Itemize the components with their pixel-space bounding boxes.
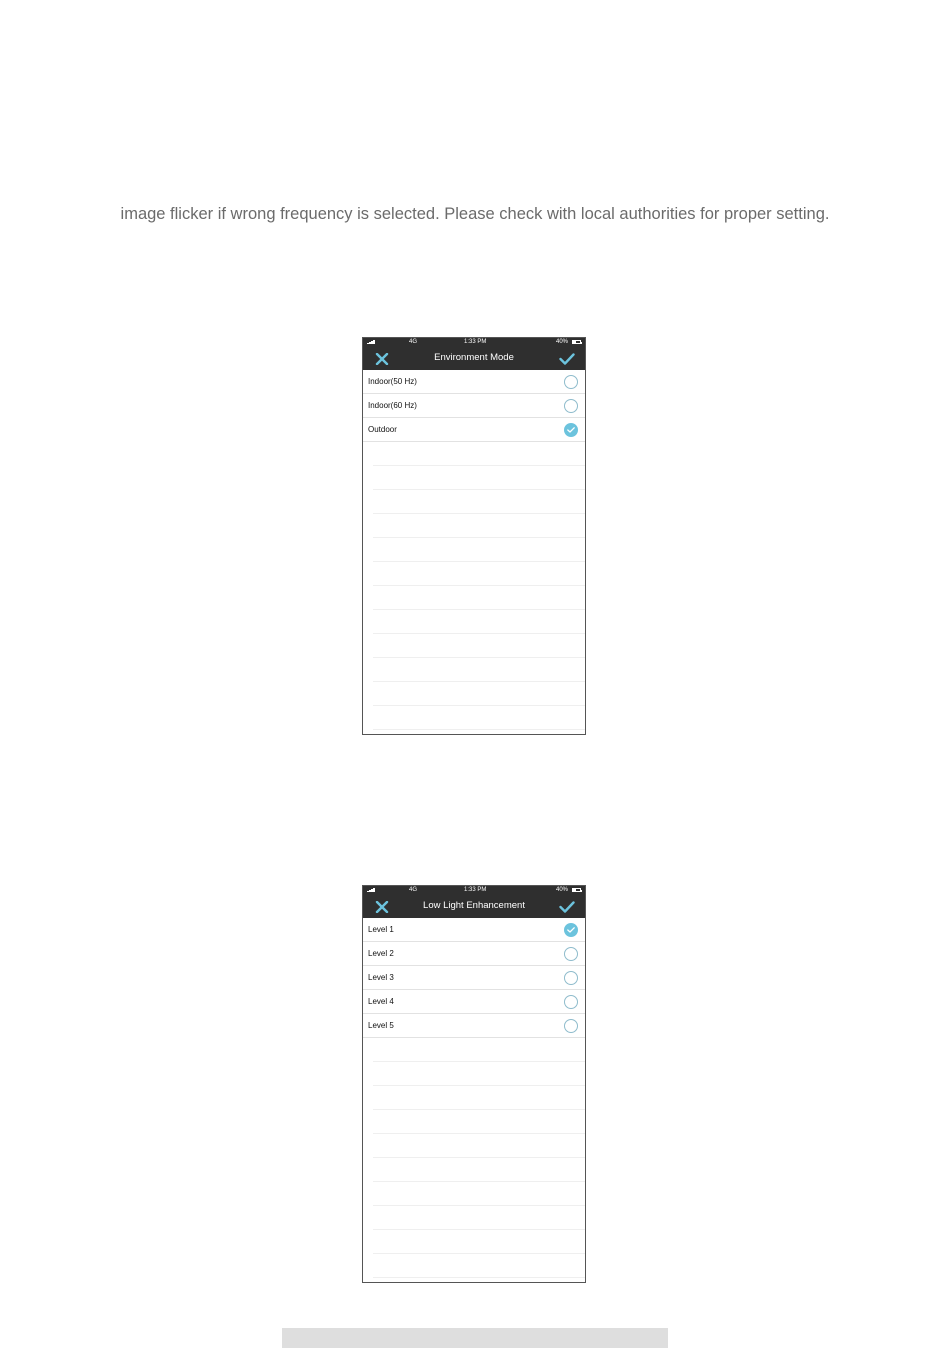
empty-list-row bbox=[373, 1134, 585, 1158]
radio-unchecked-icon[interactable] bbox=[564, 375, 578, 389]
empty-list-row bbox=[373, 562, 585, 586]
signal-icon bbox=[367, 888, 375, 892]
empty-list-row bbox=[373, 1206, 585, 1230]
battery-percent: 40% bbox=[556, 887, 569, 893]
radio-unchecked-icon[interactable] bbox=[564, 971, 578, 985]
option-row[interactable] bbox=[363, 942, 585, 966]
status-time: 1:33 PM bbox=[464, 339, 487, 345]
empty-list-row bbox=[373, 634, 585, 658]
option-row[interactable] bbox=[363, 918, 585, 942]
checkmark-icon[interactable] bbox=[559, 352, 575, 364]
options-list bbox=[363, 370, 585, 730]
empty-list-row bbox=[373, 658, 585, 682]
empty-list-row bbox=[373, 1062, 585, 1086]
option-row[interactable] bbox=[363, 418, 585, 442]
empty-list-row bbox=[373, 1086, 585, 1110]
option-label: Level 5 bbox=[368, 1021, 394, 1030]
signal-icon bbox=[367, 340, 375, 344]
option-label: Indoor(60 Hz) bbox=[368, 401, 417, 410]
network-type: 4G bbox=[409, 339, 418, 345]
status-bar bbox=[363, 338, 585, 346]
network-type: 4G bbox=[409, 887, 418, 893]
option-label: Level 2 bbox=[368, 949, 394, 958]
close-icon[interactable] bbox=[375, 900, 389, 912]
radio-checked-icon[interactable] bbox=[564, 923, 578, 937]
empty-list-row bbox=[373, 610, 585, 634]
empty-list-row bbox=[373, 1230, 585, 1254]
option-row[interactable] bbox=[363, 966, 585, 990]
low-light-enhancement-screen bbox=[362, 885, 586, 1283]
empty-list-row bbox=[373, 1038, 585, 1062]
status-time: 1:33 PM bbox=[464, 887, 487, 893]
battery-icon bbox=[572, 888, 581, 892]
empty-list-row bbox=[373, 490, 585, 514]
radio-unchecked-icon[interactable] bbox=[564, 1019, 578, 1033]
nav-bar bbox=[363, 894, 585, 918]
option-label: Level 4 bbox=[368, 997, 394, 1006]
empty-list-row bbox=[373, 586, 585, 610]
options-list bbox=[363, 918, 585, 1278]
document-text-line: image flicker if wrong frequency is selected. Please check with local authorities for proper setting. bbox=[120, 205, 830, 223]
radio-checked-icon[interactable] bbox=[564, 423, 578, 437]
empty-list-row bbox=[373, 466, 585, 490]
option-row[interactable] bbox=[363, 394, 585, 418]
status-bar bbox=[363, 886, 585, 894]
option-row[interactable] bbox=[363, 990, 585, 1014]
empty-list-row bbox=[373, 538, 585, 562]
empty-list-row bbox=[373, 1110, 585, 1134]
empty-list-row bbox=[373, 1158, 585, 1182]
empty-list-row bbox=[373, 1254, 585, 1278]
page-title: Low Light Enhancement bbox=[423, 900, 525, 911]
radio-unchecked-icon[interactable] bbox=[564, 947, 578, 961]
option-label: Indoor(50 Hz) bbox=[368, 377, 417, 386]
nav-bar bbox=[363, 346, 585, 370]
checkmark-icon[interactable] bbox=[559, 900, 575, 912]
empty-list-row bbox=[373, 514, 585, 538]
option-row[interactable] bbox=[363, 1014, 585, 1038]
close-icon[interactable] bbox=[375, 352, 389, 364]
empty-list-row bbox=[373, 442, 585, 466]
page-title: Environment Mode bbox=[434, 352, 514, 363]
radio-unchecked-icon[interactable] bbox=[564, 399, 578, 413]
radio-unchecked-icon[interactable] bbox=[564, 995, 578, 1009]
empty-list-row bbox=[373, 682, 585, 706]
empty-list-row bbox=[373, 706, 585, 730]
option-label: Level 3 bbox=[368, 973, 394, 982]
battery-icon bbox=[572, 340, 581, 344]
environment-mode-screen bbox=[362, 337, 586, 735]
option-label: Level 1 bbox=[368, 925, 394, 934]
battery-percent: 40% bbox=[556, 339, 569, 345]
option-row[interactable] bbox=[363, 370, 585, 394]
footer-bar bbox=[282, 1328, 668, 1348]
option-label: Outdoor bbox=[368, 425, 397, 434]
empty-list-row bbox=[373, 1182, 585, 1206]
